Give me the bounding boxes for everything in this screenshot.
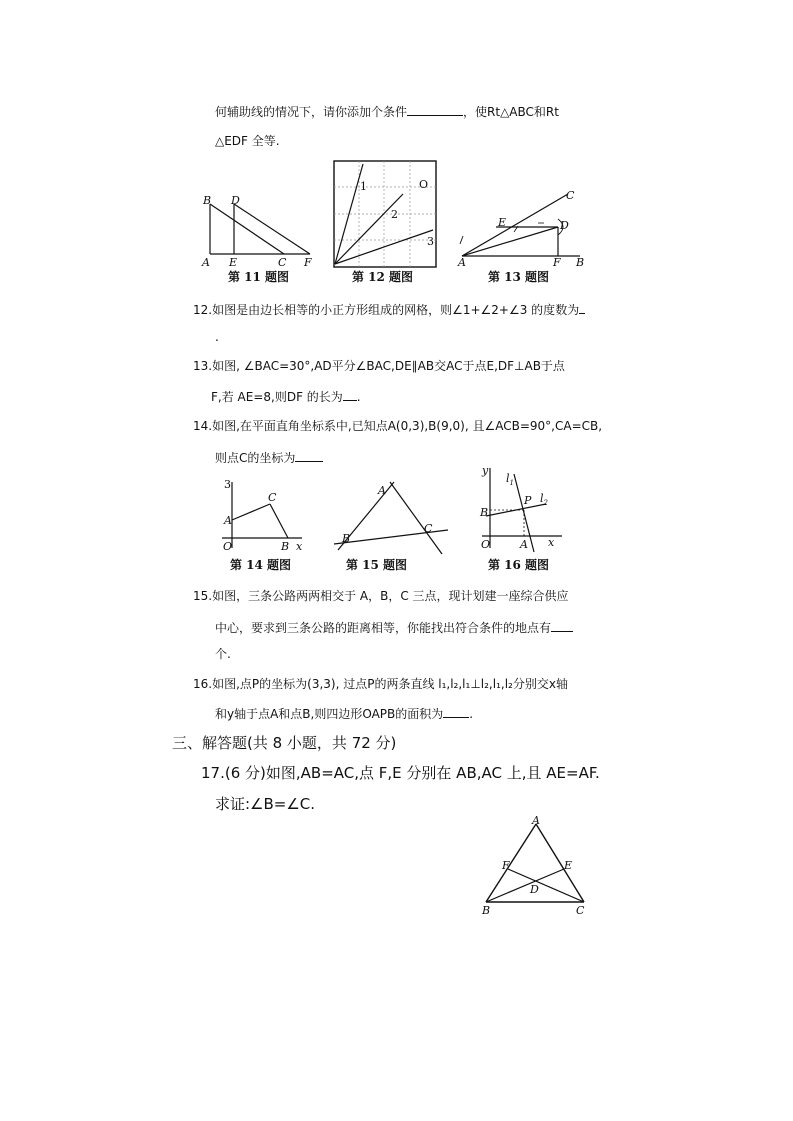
fig17-side-ab <box>486 824 536 902</box>
q13-text: F,若 AE=8,则DF 的长为 <box>211 390 343 404</box>
fig17-line-cf <box>508 869 584 902</box>
q12-text: 12.如图是由边长相等的小正方形组成的网格，则∠1+∠2+∠3 的度数为 <box>193 303 580 317</box>
q11-text-a: 何辅助线的情况下，请你添加 <box>215 105 372 119</box>
q13-line-1: 13.如图, ∠BAC=30°,AD平分∠BAC,DE∥AB交AC于点E,DF⊥AB于点 <box>193 359 565 373</box>
figure-16 <box>476 464 566 556</box>
fig11-label-d: D <box>231 194 240 207</box>
fig13-label-d: D <box>560 219 569 232</box>
fig15-label-a: A <box>378 484 386 497</box>
fig16-label-l2: $l_2$ <box>540 492 548 507</box>
fig13-label-a: A <box>458 256 466 269</box>
fig16-label-x: x <box>548 536 555 549</box>
q17-line-2: 求证:∠B=∠C. <box>215 795 316 813</box>
fig11-label-b: B <box>203 194 212 207</box>
q11-text-c: ，使Rt△ABC和Rt <box>463 105 559 119</box>
q16-text-end: . <box>469 707 474 721</box>
fig13-label-b: B <box>576 256 585 269</box>
fig16-label-a: A <box>520 538 528 551</box>
fig11-caption: 第 11 题图 <box>228 270 290 284</box>
fig12-label-2: 2 <box>391 208 398 221</box>
fig14-caption: 第 14 题图 <box>230 558 292 572</box>
fig12-label-1: 1 <box>360 180 367 193</box>
fig14-label-c: C <box>268 491 277 504</box>
fig13-caption: 第 13 题图 <box>488 270 550 284</box>
fig16-label-o: O <box>481 538 491 551</box>
fig13-line-ac <box>462 194 568 256</box>
figure-14 <box>218 478 308 556</box>
q12-line-1 <box>193 301 585 318</box>
figure-15 <box>334 478 452 556</box>
q15-line-3: 个. <box>215 647 231 661</box>
q16-line-1: 16.如图,点P的坐标为(3,3), 过点P的两条直线 l₁,l₂,l₁⊥l₂,l₁,l₂分别交x轴 <box>193 677 568 691</box>
fig13-label-e: E <box>498 216 507 229</box>
fig13-line-ad <box>462 227 558 256</box>
q13-text-end: . <box>356 390 361 404</box>
fig17-label-d: D <box>530 883 539 896</box>
fig17-side-ac <box>536 824 584 902</box>
fig11-label-c: C <box>278 256 287 269</box>
fig11-label-e: E <box>229 256 238 269</box>
q15-text: 中心，要求到三条公路的距离相等，你能找出符合条件的地点有 <box>215 621 552 635</box>
q12-line-2: . <box>215 330 219 344</box>
q11-line-1 <box>215 103 559 120</box>
q14-line-1: 14.如图,在平面直角坐标系中,已知点A(0,3),B(9,0), 且∠ACB=90°,CA=CB, <box>193 419 603 433</box>
fig15-caption: 第 15 题图 <box>346 558 408 572</box>
fig17-label-c: C <box>576 904 585 917</box>
fig12-caption: 第 12 题图 <box>352 270 414 284</box>
q16-text: 和y轴于点A和点B,则四边形OAPB的面积为 <box>215 707 444 721</box>
q14-answer-blank[interactable] <box>295 449 323 462</box>
fig16-caption: 第 16 题图 <box>488 558 550 572</box>
fig17-line-be <box>486 869 564 902</box>
figure-17 <box>480 814 592 920</box>
fig14-label-3: 3 <box>224 478 231 491</box>
fig11-label-a: A <box>202 256 210 269</box>
q11-text-b: 个条件 <box>371 105 408 119</box>
q13-line-2 <box>211 388 361 405</box>
fig14-label-x: x <box>296 540 303 553</box>
q13-answer-blank[interactable] <box>343 388 357 401</box>
fig14-label-a: A <box>224 514 232 527</box>
fig11-label-f: F <box>304 256 312 269</box>
q16-line-2 <box>215 705 473 722</box>
q14-line-2 <box>215 449 323 466</box>
fig17-label-a: A <box>532 814 540 827</box>
fig12-label-o: O <box>419 178 429 191</box>
fig16-label-y: y <box>482 464 489 477</box>
q14-text: 则点C的坐标为 <box>215 451 296 465</box>
figure-12 <box>333 160 437 268</box>
q15-line-1: 15.如图，三条公路两两相交于 A，B，C 三点，现计划建一座综合供应 <box>193 589 569 603</box>
fig16-label-b: B <box>480 506 489 519</box>
fig17-label-e: E <box>564 859 573 872</box>
fig17-label-b: B <box>482 904 491 917</box>
figure-11 <box>198 192 316 272</box>
section-3-title: 三、解答题(共 8 小题，共 72 分) <box>172 734 397 752</box>
fig16-label-l1: $l_1$ <box>506 472 514 487</box>
figure-13 <box>456 186 586 270</box>
fig15-label-b: B <box>342 532 351 545</box>
fig15-label-c: C <box>424 522 433 535</box>
fig14-line-cb <box>270 504 288 538</box>
q16-answer-blank[interactable] <box>443 705 469 718</box>
fig13-label-f: F <box>553 256 561 269</box>
q15-answer-blank[interactable] <box>551 619 573 632</box>
fig14-line-ac <box>232 504 270 520</box>
q12-answer-blank[interactable] <box>579 301 585 314</box>
fig17-label-f: F <box>502 859 510 872</box>
q15-line-2 <box>215 619 573 636</box>
fig14-label-o: O <box>223 540 233 553</box>
q11-line-2: △EDF 全等. <box>215 134 280 148</box>
fig12-label-3: 3 <box>427 235 434 248</box>
fig15-road-ac <box>390 482 442 554</box>
fig16-label-p: P <box>524 494 532 507</box>
fig13-label-c: C <box>566 189 575 202</box>
fig14-label-b: B <box>281 540 290 553</box>
q17-line-1: 17.(6 分)如图,AB=AC,点 F,E 分别在 AB,AC 上,且 AE=AF. <box>201 764 600 782</box>
q11-answer-blank[interactable] <box>407 103 463 116</box>
